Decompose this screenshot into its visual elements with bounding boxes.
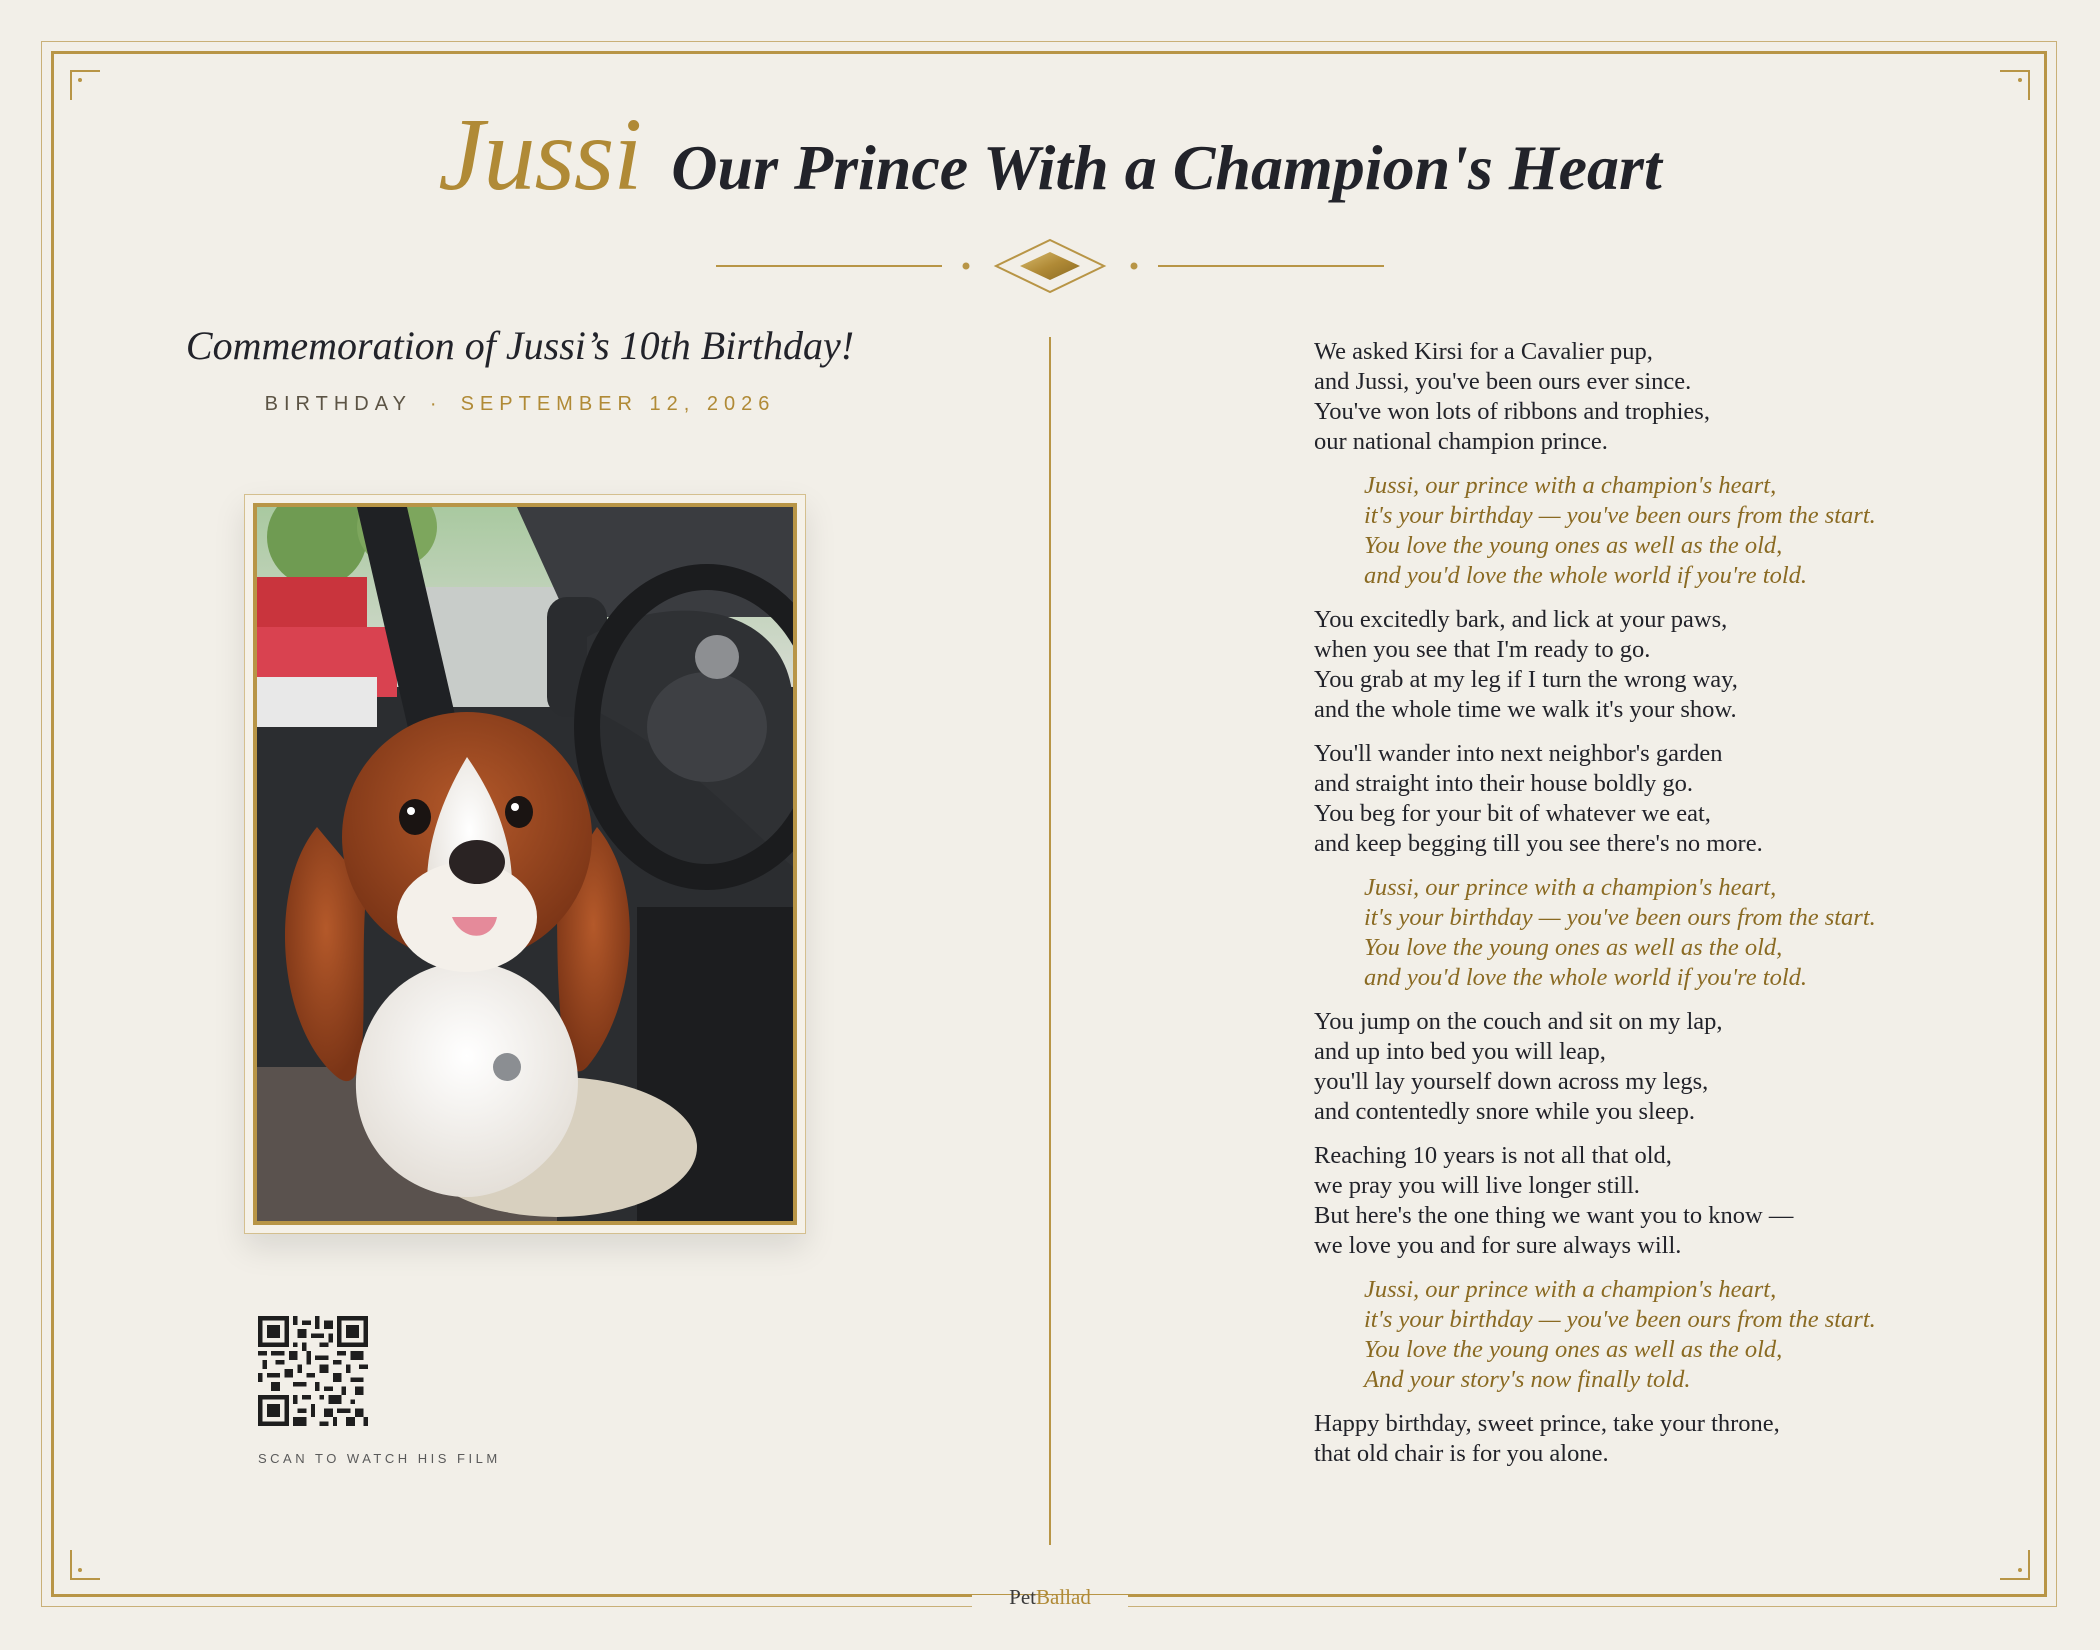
column-divider [1049, 337, 1051, 1545]
title-text: Our Prince With a Champion's Heart [671, 132, 1662, 203]
birthday-date-line [150, 393, 890, 416]
poem-line: our national champion prince. [1314, 428, 1608, 455]
poem-verse [1314, 1409, 2014, 1469]
poem-verse [1314, 337, 2014, 457]
qr-code-icon [258, 1316, 368, 1426]
poem-line: You love the young ones as well as the old, [1364, 532, 1783, 559]
poem-line: Jussi, our prince with a champion's heart, [1364, 874, 1777, 901]
dog-photo [253, 503, 797, 1225]
poem-line: we love you and for sure always will. [1314, 1232, 1682, 1259]
date-value: SEPTEMBER 12, 2026 [460, 393, 776, 415]
poem-verse [1314, 739, 2014, 859]
date-separator: · [429, 393, 443, 415]
poem-line: Reaching 10 years is not all that old, [1314, 1142, 1672, 1169]
poem [1314, 337, 2014, 1483]
poem-line: You love the young ones as well as the old, [1364, 1336, 1783, 1363]
poem-chorus [1364, 471, 2014, 591]
brand-logo [0, 1585, 2100, 1610]
poem-line: that old chair is for you alone. [1314, 1440, 1609, 1467]
poem-line: You love the young ones as well as the old, [1364, 934, 1783, 961]
diamond-ornament-icon [716, 238, 1384, 296]
corner-ornament-bottom-left [70, 1550, 100, 1580]
poem-line: we pray you will live longer still. [1314, 1172, 1640, 1199]
poem-line: We asked Kirsi for a Cavalier pup, [1314, 338, 1653, 365]
poem-line: and up into bed you will leap, [1314, 1038, 1606, 1065]
poem-line: And your story's now finally told. [1364, 1366, 1691, 1393]
poem-line: Happy birthday, sweet prince, take your throne, [1314, 1410, 1780, 1437]
poem-line: You grab at my leg if I turn the wrong way, [1314, 666, 1738, 693]
poem-verse [1314, 1007, 2014, 1127]
corner-ornament-bottom-right [2000, 1550, 2030, 1580]
poem-chorus [1364, 873, 2014, 993]
commemoration-subtitle: Commemoration of Jussi’s 10th Birthday! [185, 323, 855, 368]
poem-line: Jussi, our prince with a champion's heart, [1364, 1276, 1777, 1303]
poem-line: You excitedly bark, and lick at your paws, [1314, 606, 1728, 633]
poem-line: and straight into their house boldly go. [1314, 770, 1694, 797]
poem-line: and contentedly snore while you sleep. [1314, 1098, 1696, 1125]
pet-name: Jussi [438, 97, 642, 212]
page-title [0, 95, 2100, 214]
poem-line: it's your birthday — you've been ours from the start. [1364, 1306, 1876, 1333]
poem-line: You beg for your bit of whatever we eat, [1314, 800, 1711, 827]
poem-line: and Jussi, you've been ours ever since. [1314, 368, 1692, 395]
poem-line: and keep begging till you see there's no more. [1314, 830, 1763, 857]
poem-verse [1314, 605, 2014, 725]
poem-line: it's your birthday — you've been ours from the start. [1364, 904, 1876, 931]
poem-line: it's your birthday — you've been ours from the start. [1364, 502, 1876, 529]
poem-line: when you see that I'm ready to go. [1314, 636, 1651, 663]
qr-caption: SCAN TO WATCH HIS FILM [258, 1451, 501, 1466]
poem-line: and you'd love the whole world if you're told. [1364, 964, 1808, 991]
poem-line: you'll lay yourself down across my legs, [1314, 1068, 1709, 1095]
date-label: BIRTHDAY [264, 393, 412, 415]
poem-line: But here's the one thing we want you to know — [1314, 1202, 1794, 1229]
poem-line: You jump on the couch and sit on my lap, [1314, 1008, 1723, 1035]
poem-line: You've won lots of ribbons and trophies, [1314, 398, 1710, 425]
poem-line: Jussi, our prince with a champion's heart, [1364, 472, 1777, 499]
poem-line: You'll wander into next neighbor's garden [1314, 740, 1723, 767]
poem-verse [1314, 1141, 2014, 1261]
brand-part-1: Pet [1009, 1585, 1036, 1609]
poem-line: and the whole time we walk it's your show. [1314, 696, 1737, 723]
poem-line: and you'd love the whole world if you're told. [1364, 562, 1808, 589]
poem-chorus [1364, 1275, 2014, 1395]
brand-part-2: Ballad [1036, 1585, 1091, 1609]
